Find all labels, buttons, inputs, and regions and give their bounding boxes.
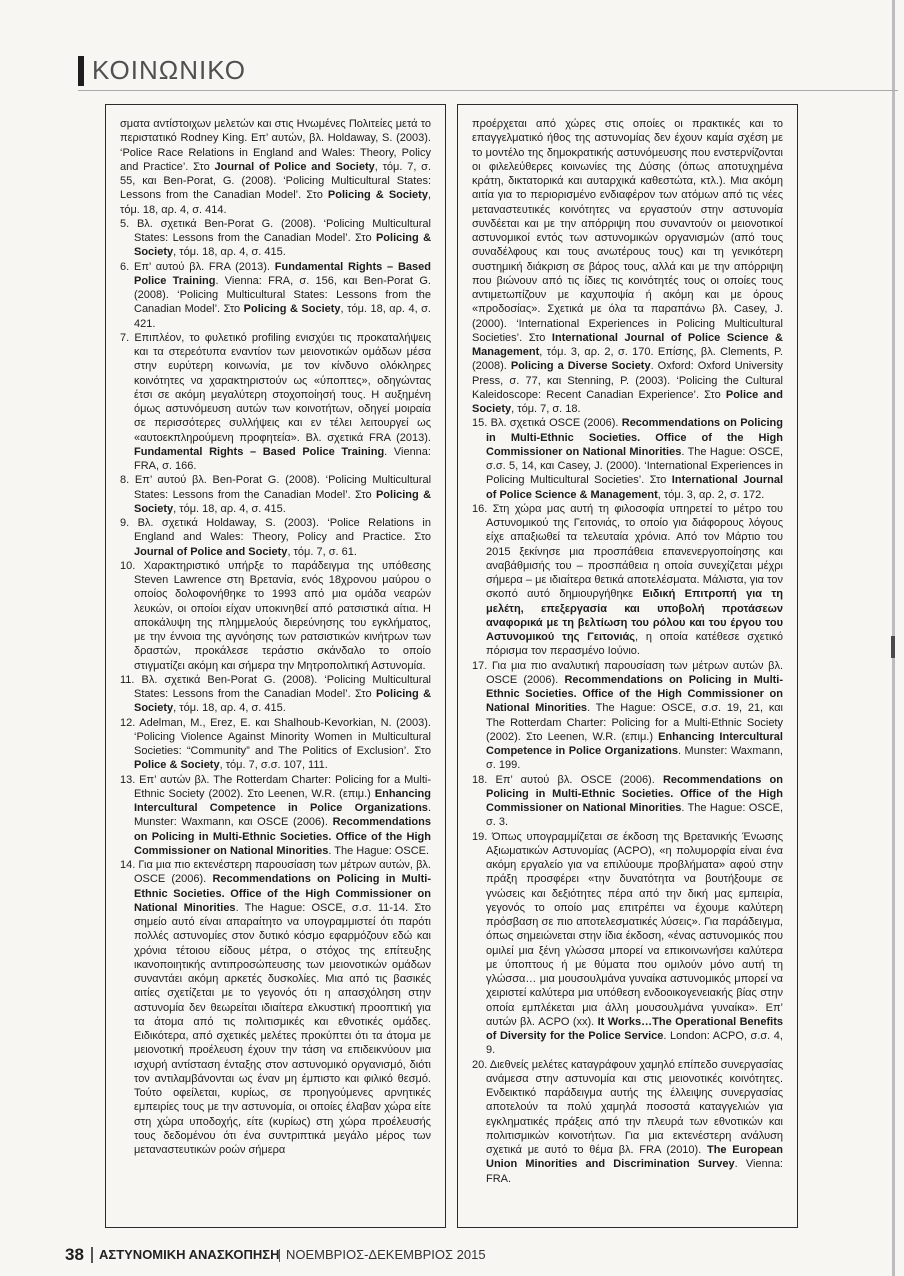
footnote-bold-title: The European Union Minorities and Discrimination Survey	[486, 1144, 783, 1171]
footnote-bold-title: Recommendations on Policing in Multi-Ethnic Societies. Office of the High Commissioner on National Minorities	[486, 773, 783, 814]
footnote	[120, 673, 431, 716]
footnote-text: Επιπλέον, το φυλετικό profiling ενισχύει τις προκαταλήψεις και τα στερεότυπα εναντίον των μειονοτικών ομάδων μέσα στην ευρύτερη κοινωνία, με τον κίνδυνο ολόκληρες κοινότητες να χαρακτηριστούν ως «ύποπτες», οδηγώντας έτσι σε ακόμη μεγαλύτερη στοχοποίησή τους. Η αυξημένη όμως αστυνόμευση αυτών των κοινοτήτων, οδηγεί μοιραία σε περισσότερες συλλήψεις και εν τέλει λειτουργεί ως «αυτοεκπληρούμενη προφητεία». Βλ. σχετικά FRA (2013).	[134, 331, 431, 444]
footnote-bold-title: Policing & Society	[134, 232, 432, 259]
footnote-number: 11.	[120, 673, 142, 686]
footnote-text: , τόμ. 7, σ. 18.	[511, 403, 581, 415]
footnote-number: 15.	[472, 417, 491, 430]
footnote-bold-title: International Journal of Police Science & Management	[486, 474, 783, 501]
footnote-text: , τόμ. 3, αρ. 2, σ. 170. Επίσης, βλ. Clements, P. (2008).	[472, 346, 783, 373]
footnote-number: 16.	[472, 502, 493, 515]
page-number: 38	[65, 1245, 84, 1264]
footnote-text: . The Hague: OSCE, σ. 3.	[486, 802, 784, 829]
header-rule	[78, 90, 898, 91]
footnote-bold-title: Recommendations on Policing in Multi-Ethnic Societies. Office of the High Commissioner on National Minorities	[134, 873, 432, 914]
footnote	[120, 773, 431, 859]
footnote-number: 13.	[120, 773, 140, 786]
footnote	[472, 773, 783, 830]
footnote-number: 7.	[120, 331, 135, 344]
footnote-text: , τόμ. 7, σ. 55, και Ben-Porat, G. (2008). ‘Policing Multicultural States: Lessons from the Canadian Model’. Στο	[120, 160, 431, 202]
footnote-text: Χαρακτηριστικό υπήρξε το παράδειγμα της υπόθεσης Steven Lawrence στη Βρετανία, ενός 18χρονου μαύρου ο οποίος δολοφονήθηκε το 1993 από μια ομάδα νεαρών λευκών, οι οποίοι είχαν υποκινηθεί από ρατσιστικά αίτια. Η αποκάλυψη της πλημμελούς διερεύνησης του εγκλήματος, με την έννοια της αγνόησης των ρατσιστικών κινήτρων των δραστών, προκάλεσε τεράστιο σκάνδαλο το οποίο στιγματίζει ακόμη και σήμερα την Μητροπολιτική Αστυνομία.	[134, 559, 431, 672]
footnote	[120, 858, 431, 1157]
footnote-bold-title: Policing a Diverse Society	[510, 360, 651, 373]
footnotes-left-column	[105, 104, 446, 1228]
footnote-text: Για μια πιο εκτενέστερη παρουσίαση των μέτρων αυτών, βλ. OSCE (2006).	[134, 859, 431, 886]
footnote-number: 8.	[120, 474, 135, 487]
footnote-text: . Munster: Waxmann, και OSCE (2006).	[134, 802, 431, 829]
footnote-number: 9.	[120, 517, 138, 529]
footnote-text: Adelman, M., Erez, E. και Shalhoub-Kevorkian, N. (2003). ‘Policing Violence Against Minority Women in Multicultural Societies: “Community” and The Politics of Exclusion’. Στο	[134, 716, 431, 757]
footnote-bold-title: Enhancing Intercultural Competence in Police Organizations	[134, 787, 431, 814]
footnote-text: . The Hague: OSCE.	[328, 844, 430, 857]
page-edge-mark	[891, 636, 895, 658]
footnote	[120, 331, 431, 474]
footnote-text: Όπως υπογραμμίζεται σε έκδοση της Βρετανικής Ένωσης Αξιωματικών Αστυνομίας (ACPO), «η πολυμορφία είναι ένα ακόμη εργαλείο για να επιλύουμε προβλήματα» αφού στην πράξη προσφέρει «την δυνατότητα να βουτήξουμε σε γνώσεις και δεξιότητες πέρα από την δική μας εμπειρία, γεγονός το οποίο μας επιτρέπει να έχουμε καλύτερη πρόσβαση σε πιο αποτελεσματικές λύσεις». Για παράδειγμα, όπως σημειώνεται στην ίδια έκδοση, «ένας αστυνομικός που ομιλεί μια ξένη γλώσσα μπορεί να επικοινωνήσει καλύτερα με ύποπτους ή με θύματα που ομιλούν μόνο αυτή τη γλώσσα… μια μουσουλμάνα γυναίκα αστυνομικός μπορεί να χειριστεί καλύτερα μια υπόθεση ενδοοικογενειακής βίας στην οποία εμπλέκεται μια άλλη μουσουλμάνα γυναίκα». Επ’ αυτών βλ. ACPO (xx).	[486, 830, 783, 1028]
footnote-number: 18.	[472, 773, 496, 786]
footnote-number: 19.	[472, 830, 492, 843]
footnote-number: 17.	[472, 659, 492, 672]
footnote-text: . The Hague: OSCE, σ.σ. 5, 14, και Casey, J. (2000). ‘International Experiences in Policing Multicultural Societies’. Στο	[486, 445, 784, 487]
footnote-text: . The Hague: OSCE, σ.σ. 19, 21, και The Rotterdam Charter: Policing for a Multi-Ethnic Society (2002). Στο Leenen, W.R. (επιμ.)	[486, 702, 783, 743]
footnote	[472, 502, 783, 659]
footnote-text: . Oxford: Oxford University Press, σ. 77, και Stenning, P. (2003). ‘Policing the Cultural Kaleidoscope: Recent Canadian Experience’. Στο	[472, 360, 783, 401]
footnote-number: 14.	[120, 859, 139, 871]
footnote-text: Επ’ αυτών βλ. The Rotterdam Charter: Policing for a Multi-Ethnic Society (2002). Στο Leenen, W.R. (επιμ.)	[134, 773, 431, 800]
footnote-text: Βλ. σχετικά Holdaway, S. (2003). ‘Police Relations in England and Wales: Theory, Policy and Practice. Στο	[134, 517, 431, 544]
footnote-text: , τόμ. 7, σ.σ. 107, 111.	[219, 759, 328, 772]
footnote-number: 12.	[120, 716, 140, 729]
footnote	[120, 217, 431, 260]
footnote	[120, 716, 431, 773]
footnote-text: , τόμ. 18, αρ. 4, σ. 415.	[173, 502, 286, 515]
footnote-number: 5.	[120, 217, 137, 230]
footnote-text: Βλ. σχετικά Ben-Porat G. (2008). ‘Policing Multicultural States: Lessons from the Canadian Model’. Στο	[134, 673, 432, 700]
footnote-text: Επ’ αυτού βλ. Ben-Porat G. (2008). ‘Policing Multicultural States: Lessons from the Canadian Model’. Στο	[134, 474, 432, 501]
footnote	[472, 416, 783, 502]
issue-date: ΝΟΕΜΒΡΙΟΣ-ΔΕΚΕΜΒΡΙΟΣ 2015	[286, 1247, 486, 1262]
footnote-text: Επ’ αυτού βλ. FRA (2013).	[133, 260, 275, 273]
footnote-text: Στη χώρα μας αυτή τη φιλοσοφία υπηρετεί το μέτρο του Αστυνομικού της Γειτονιάς, το οποίο για διάφορους λόγους είχε απαξιωθεί τα τελευταία χρόνια. Από τον Μάρτιο του 2015 ξεκίνησε μια προσπάθεια επανενεργοποίησης και αναβάθμισής του – προσπάθεια η οποία συνεχίζεται μέχρι σήμερα – με ιδιαίτερα θετικά αποτελέσματα. Μάλιστα, για τον σκοπό αυτό δημιουργήθηκε	[486, 502, 783, 601]
header-accent-bar	[78, 56, 84, 86]
footnote-bold-title: Policing & Society	[134, 488, 432, 515]
footnote-number: 6.	[120, 260, 134, 273]
footnote-number: 10.	[120, 559, 144, 572]
footnote-bold-title: Police & Society	[134, 759, 220, 772]
section-title: ΚΟΙΝΩΝΙΚΟ	[92, 55, 246, 85]
footnote-text: , τόμ. 18, αρ. 4, σ. 414.	[120, 189, 432, 216]
footnote-text: Για μια πιο αναλυτική παρουσίαση των μέτρων αυτών βλ. OSCE (2006).	[486, 659, 783, 686]
footer-separator	[279, 1249, 280, 1262]
footnote-text: . Vienna: FRA, σ. 156, και Ben-Porat G. (2008). ‘Policing Multicultural States: Lessons from the Canadian Model’. Στο	[134, 274, 431, 316]
footnote-text: , τόμ. 3, αρ. 2, σ. 172.	[657, 488, 765, 501]
footnote-text: προέρχεται από χώρες στις οποίες οι πρακτικές και το επαγγελματικό ήθος της αστυνομίας δεν έχουν καμία σχέση με το μοντέλο της δημοκρατικής αστυνόμευσης που ενστερνίζονται οι φιλελεύθερες κοινωνίες της Δύσης (όπως αποτυχημένα κράτη, δικτατορικά και αυταρχικά καθεστώτα, κτλ.). Μια ακόμη αιτία για το περιορισμένο ενδιαφέρον των ατόμων από τις νέες μεταναστευτικές κοινότητες να εργαστούν στην αστυνομία συνδέεται και με την απόρριψη που συναντούν οι μειονοτικοί αστυνομικοί εντός των αστυνομικών οργανισμών (από τους συναδέλφους και τους ανωτέρους τους) και τη γενικότερη συστημική διάκριση σε βάρος τους, αλλά και με την απόρριψη που βιώνουν από τις ίδιες τις κοινότητές τους οι οποίες τους αντιμετωπίζουν με καχυποψία ή ακόμη και με όρους «προδοσίας». Σχετικά με όλα τα παραπάνω βλ. Casey, J. (2000). ‘International Experiences in Policing Multicultural Societies’. Στο	[472, 118, 783, 344]
page-footer	[65, 1245, 765, 1265]
footnote-text: . Vienna: FRA, σ. 166.	[134, 445, 431, 472]
footnote-bold-title: International Journal of Police Science & Management	[472, 331, 783, 358]
footnote-bold-title: Recommendations on Policing in Multi-Ethnic Societies. Office of the High Commissioner on National Minorities	[134, 816, 431, 857]
footnote-bold-title: Recommendations on Policing in Multi-Ethnic Societies. Office of the High Commissioner on National Minorities	[486, 673, 784, 715]
footnote-number: 20.	[472, 1058, 490, 1071]
footnote-text: , τόμ. 18, αρ. 4, σ. 415.	[173, 246, 286, 259]
footer-separator	[91, 1247, 93, 1263]
footnote-bold-title: Journal of Police and Society	[214, 160, 375, 173]
footnote-text: Επ’ αυτού βλ. OSCE (2006).	[495, 773, 663, 786]
footnote-bold-title: Ειδική Επιτροπή για τη μελέτη, επεξεργασία και υποβολή προτάσεων αναφορικά με τη βελτίωση του ρόλου και του έργου του Αστυνομικού της Γειτονιάς	[486, 588, 784, 643]
footnote-bold-title: Journal of Police and Society	[134, 545, 288, 558]
footnote-text: , η οποία κατέθεσε σχετικό πόρισμα τον περασμένο Ιούνιο.	[486, 631, 783, 658]
footnote-bold-title: Recommendations on Policing in Multi-Ethnic Societies. Office of the High Commissioner on National Minorities	[486, 417, 783, 458]
footnote	[120, 559, 431, 673]
footnote-bold-title: Fundamental Rights – Based Police Training	[134, 260, 431, 287]
footnote	[120, 473, 431, 516]
footnote-bold-title: Policing & Society	[243, 303, 341, 316]
footnote	[472, 830, 783, 1058]
footnote-text: Βλ. σχετικά OSCE (2006).	[490, 417, 622, 430]
footnote-text: σματα αντίστοιχων μελετών και στις Ηνωμένες Πολιτείες μετά το περιστατικό Rodney King. Επ’ αυτών, βλ. Holdaway, S. (2003). ‘Police Race Relations in England and Wales: Theory, Policy and Practice’. Στο	[120, 118, 431, 173]
footnote-text: , τόμ. 18, αρ. 4, σ. 421.	[134, 303, 431, 330]
footnote	[120, 117, 431, 217]
footnote-text: . Vienna: FRA.	[486, 1158, 783, 1185]
footnote-bold-title: Enhancing Intercultural Competence in Police Organizations	[486, 730, 783, 757]
footnote-text: Βλ. σχετικά Ben-Porat G. (2008). ‘Policing Multicultural States: Lessons from the Canadian Model’. Στο	[134, 217, 431, 244]
footnote	[120, 516, 431, 559]
footnote-bold-title: It Works…The Operational Benefits of Diversity for the Police Service	[486, 1015, 783, 1042]
footnote	[120, 260, 431, 331]
magazine-title: ΑΣΤΥΝΟΜΙΚΗ ΑΝΑΣΚΟΠΗΣΗ	[99, 1247, 280, 1262]
footnote-bold-title: Police and Society	[472, 388, 783, 415]
footnote	[472, 1058, 783, 1186]
footnote-text: , τόμ. 7, σ. 61.	[287, 545, 357, 558]
section-header	[78, 50, 898, 94]
footnote-bold-title: Policing & Society	[134, 688, 432, 715]
footnote-bold-title: Policing & Society	[327, 189, 428, 202]
footnote-text: Διεθνείς μελέτες καταγράφουν χαμηλό επίπεδο συνεργασίας ανάμεσα στην αστυνομία και στις μειονοτικές κοινότητες. Ενδεικτικό παράδειγμα αυτής της έλλειψης συνεργασίας αποτελούν τα πολύ χαμηλά ποσοστά καταγγελιών για εγκληματικές πράξεις από την πλευρά των εθνοτικών και πολιτισμικών κοινοτήτων. Για μια εκτενέστερη ανάλυση σχετικά με αυτό το θέμα βλ. FRA (2010).	[486, 1058, 783, 1156]
footnote-text: . London: ACPO, σ.σ. 4, 9.	[486, 1030, 783, 1057]
footnote	[472, 659, 783, 773]
footnote-bold-title: Fundamental Rights – Based Police Training	[134, 445, 385, 458]
footnote-text: , τόμ. 18, αρ. 4, σ. 415.	[173, 702, 286, 715]
footnote-text: . The Hague: OSCE, σ.σ. 11-14. Στο σημείο αυτό είναι απαραίτητο να υπογραμμιστεί ότι παρότι πολλές αστυνομίες στον δυτικό κόσμο εφαρμόζουν εδώ και χρόνια τέτοιου είδους μέτρα, ο στόχος της επίτευξης ικανοποιητικής αντιπροσώπευσης των μειονοτικών ομάδων συναντάει ακόμη αρκετές δυσκολίες. Μια από τις βασικές αιτίες σχετίζεται με το γεγονός ότι η απασχόληση στην αστυνομία δεν θεωρείται ιδιαίτερα ελκυστική προοπτική για τα άτομα από τις πολιτισμικές και εθνοτικές ομάδες. Ειδικότερα, από σχετικές μελέτες προκύπτει ότι τα άτομα με μειονοτική προέλευση έχουν την τάση να επιδεικνύουν μια ισχυρή αντίσταση ένταξης στον αστυνομικό οργανισμό, διότι τον αντιλαμβάνονται ως έναν μη έμπιστο και φιλικό θεσμό. Τούτο οφείλεται, κυρίως, σε προηγούμενες αρνητικές εμπειρίες τους με την αστυνομία, οι οποίες έλαβαν χώρα είτε στη χώρα υποδοχής, είτε (κυρίως) στη χώρα προέλευσής τους δεδομένου ότι ένα συντριπτικά μεγάλο μέρος των μεταναστευτικών ροών σήμερα	[134, 901, 431, 1156]
footnote-text: . Munster: Waxmann, σ. 199.	[486, 745, 783, 772]
footnotes-right-column	[457, 104, 798, 1228]
footnote	[472, 117, 783, 416]
